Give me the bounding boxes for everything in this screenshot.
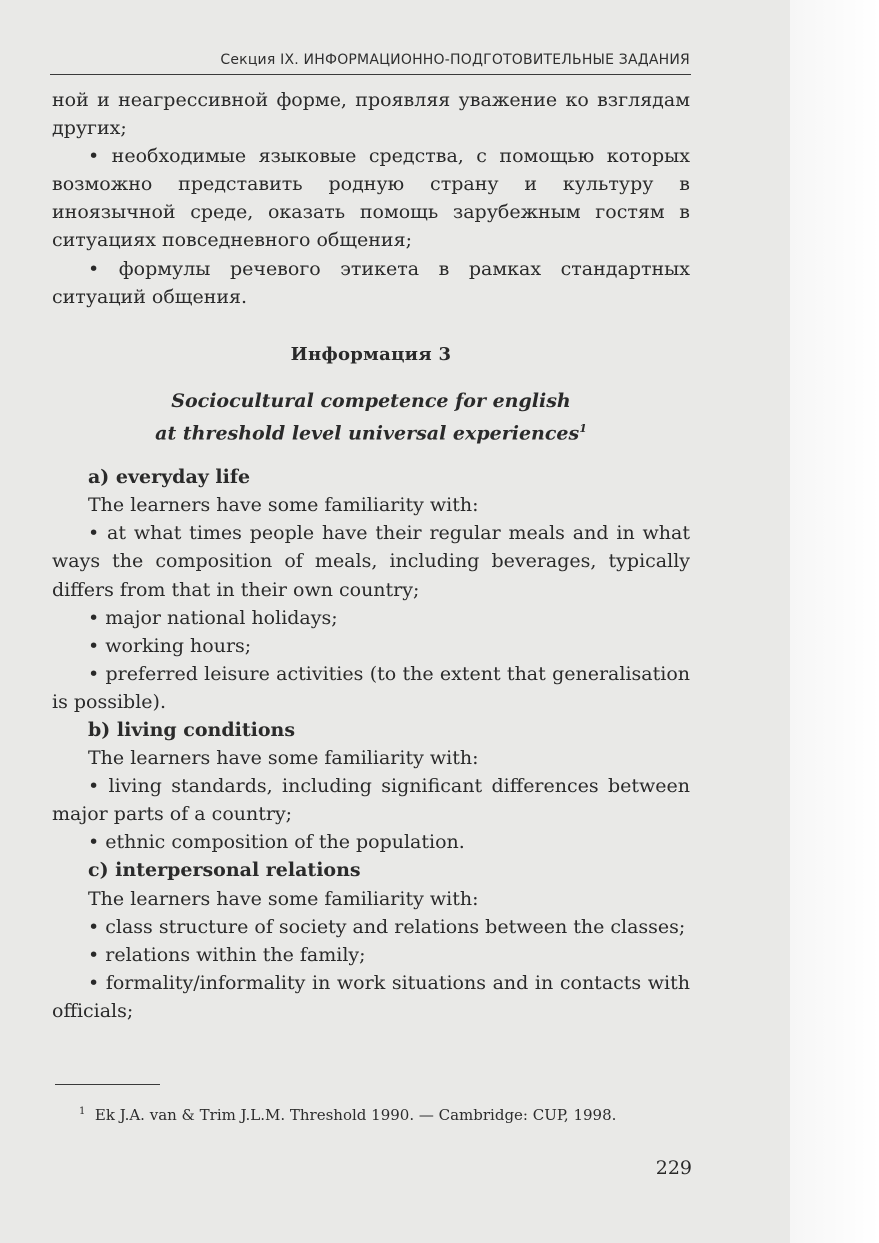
list-item: • working hours; xyxy=(88,634,252,657)
page-body xyxy=(52,86,690,1025)
footnote-citation: Ek J.A. van & Trim J.L.M. Threshold 1990. — Cambridge: CUP, 1998. xyxy=(94,1106,617,1124)
footnote-rule xyxy=(55,1084,160,1085)
part-heading: b) living conditions xyxy=(88,719,296,742)
page-number: 229 xyxy=(655,1157,692,1179)
header-rule xyxy=(50,74,691,75)
section-title-line: at threshold level universal experiences xyxy=(155,422,580,445)
footnote-reference: 1 xyxy=(579,421,587,435)
part-heading: a) everyday life xyxy=(88,466,251,489)
footnote-mark: 1 xyxy=(79,1106,86,1117)
section-title-line: Sociocultural competence for english xyxy=(171,389,571,412)
list-item: • living standards, including significant differences between major parts of a country; xyxy=(52,775,690,826)
footnote-text xyxy=(55,1100,691,1127)
section-heading: Информация 3 xyxy=(290,343,452,365)
list-item: • major national holidays; xyxy=(88,606,338,629)
page-margin xyxy=(790,0,879,1243)
running-head: Секция IX. ИНФОРМАЦИОННО-ПОДГОТОВИТЕЛЬНЫЕ ЗАДАНИЯ xyxy=(220,52,690,68)
part-lead: The learners have some familiarity with: xyxy=(88,887,479,910)
part-lead: The learners have some familiarity with: xyxy=(88,494,479,517)
section-title xyxy=(52,387,690,447)
list-item: • formality/informality in work situations and in contacts with officials; xyxy=(52,971,690,1022)
list-item: • relations within the family; xyxy=(88,943,366,966)
list-item: • at what times people have their regular meals and in what ways the composition of meals, including beverages, typically differs from that in their own country; xyxy=(52,522,690,601)
intro-paragraph: ной и неагрессивной форме, проявляя уважение ко взглядам других; xyxy=(52,89,690,140)
list-item: • class structure of society and relations between the classes; xyxy=(88,915,686,938)
part-lead: The learners have some familiarity with: xyxy=(88,747,479,770)
list-item: • ethnic composition of the population. xyxy=(88,831,465,854)
footnote xyxy=(55,1100,691,1127)
part-heading: c) interpersonal relations xyxy=(88,859,361,882)
intro-bullet: • необходимые языковые средства, с помощью которых возможно представить родную страну и культуру в иноязычной среде, оказать помощь зарубежным гостям в ситуациях повседневного общения; xyxy=(52,145,690,252)
intro-bullet: • формулы речевого этикета в рамках стандартных ситуаций общения. xyxy=(52,257,690,308)
list-item: • preferred leisure activities (to the extent that generalisation is possible). xyxy=(52,662,690,713)
